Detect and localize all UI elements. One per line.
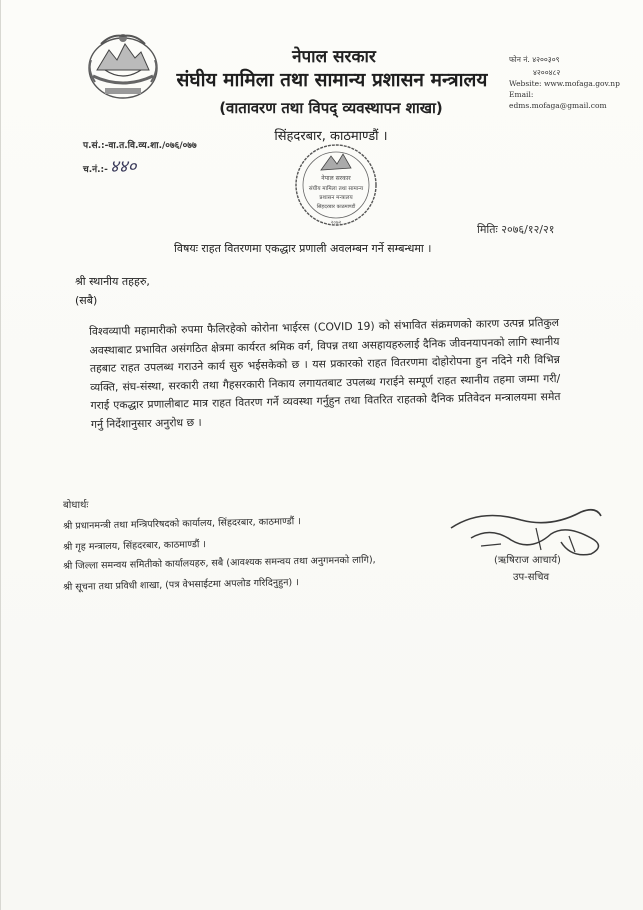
dispatch-label: च.नं.:- xyxy=(83,165,108,175)
stamp-line-3: प्रशासन मन्त्रालय xyxy=(319,195,353,201)
stamp-line-1: नेपाल सरकार xyxy=(321,175,351,182)
letter-subject: विषयः राहत वितरणमा एकद्धार प्रणाली अवलम्बन गर्ने सम्बन्धमा । xyxy=(174,242,432,255)
website: Website: www.mofaga.gov.np xyxy=(509,79,620,88)
cc-label: बोधार्थः xyxy=(63,500,89,511)
ministry-name: संघीय मामिला तथा सामान्य प्रशासन मन्त्रालय xyxy=(176,69,488,91)
reference-number: प.सं.:-वा.त.वि.व्य.शा./०७६/०७७ xyxy=(83,141,197,151)
letter-body: विश्वव्यापी महामारीको रुपमा फैलिरहेको कोरोना भाईरस (COVID 19) को संभावित संक्रमणको कारण उत्पन्न प्रतिकुल अवस्थाबाट प्रभावित असंगठित क्षेत्रमा कार्यरत श्रमिक वर्ग, विपन्न तथा असहायहरुलाई दैनिक जीवनयापनको लागि स्थानीय तहबाट राहत उपलब्ध गराउने कार्य सुरु भईसकेको छ । यस प्रकारको राहत वितरणमा दोहोरोपना हुन नदिने गरी विभिन्न व्यक्ति, संघ-संस्था, सरकारी तथा गैहसरकारी निकाय लगायतबाट उपलब्ध गराईने सम्पूर्ण राहत स्थानीय तहमा जम्मा गरी/गराई एकद्धार प्रणालीबाट मात्र राहत वितरण गर्ने व्यवस्था गर्नुहुन तथा वितरित राहतको दैनिक प्रतिवेदन मन्त्रालयमा समेत गर्नु निर्देशानुसार अनुरोध छ । xyxy=(89,315,561,431)
letter-date: मितिः २०७६/१२/२१ xyxy=(477,223,555,236)
stamp-line-4: सिंहदरबार काठमाण्डौं xyxy=(316,204,356,210)
cc-item: श्री गृह मन्त्रालय, सिंहदरबार, काठमाण्डौं । xyxy=(63,539,207,553)
stamp-line-2: संघीय मामिला तथा सामान्य xyxy=(308,186,364,192)
official-stamp-icon xyxy=(291,140,381,230)
nepal-emblem-icon xyxy=(83,30,163,102)
recipient-line-1: श्री स्थानीय तहहरु, xyxy=(75,275,150,288)
phone-1: फोन नं. ४२००३०९ xyxy=(509,55,560,64)
recipient-line-2: (सबै) xyxy=(75,294,98,307)
stamp-year: २०७२ xyxy=(330,220,342,226)
cc-item: श्री जिल्ला समन्वय समितीको कार्यालयहरु, सबै (आवश्यक समन्वय तथा अनुगमनको लागि), xyxy=(63,554,376,572)
cc-item: श्री प्रधानमन्त्री तथा मन्त्रिपरिषदको कार्यालय, सिंहदरबार, काठमाण्डौं । xyxy=(63,516,301,532)
dispatch-number xyxy=(83,154,136,177)
phone-2: ४२००४८२ xyxy=(533,68,561,77)
signatory-title: उप-सचिव xyxy=(513,572,550,583)
cc-item: श्री सूचना तथा प्रविधी शाखा, (पत्र वेभसाईटमा अपलोड गरिदिनुहुन) । xyxy=(63,577,299,593)
office-address: सिंहदरबार, काठमाण्डौं । xyxy=(274,129,388,144)
signatory-name: (ऋषिराज आचार्य) xyxy=(494,555,561,566)
branch-name: (वातावरण तथा विपद् व्यवस्थापन शाखा) xyxy=(219,99,443,117)
contact-block xyxy=(509,54,639,111)
email-label: Email: xyxy=(509,90,534,99)
email-address: edms.mofaga@gmail.com xyxy=(509,101,607,110)
government-title: नेपाल सरकार xyxy=(292,47,376,67)
dispatch-value: ४४० xyxy=(109,157,137,177)
